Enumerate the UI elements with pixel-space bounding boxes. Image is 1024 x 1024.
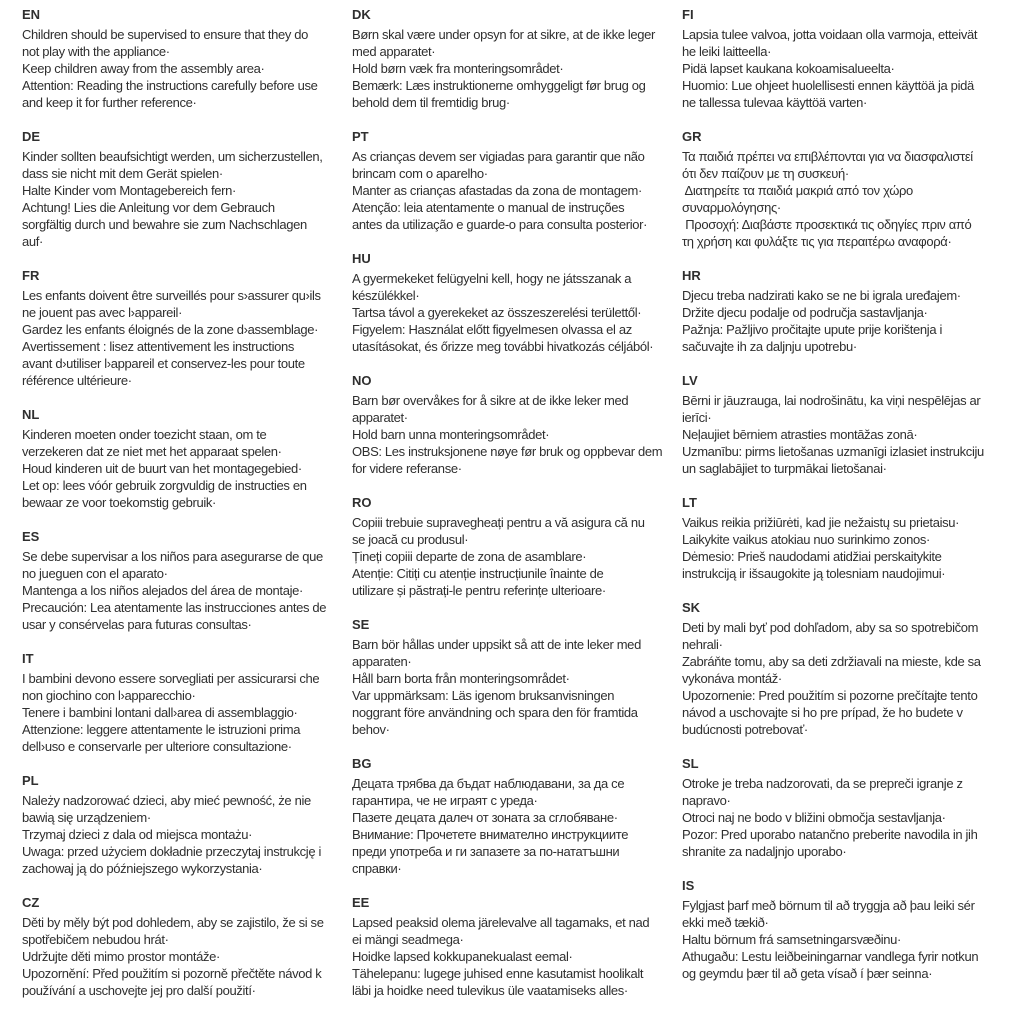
language-code-heading: BG <box>352 756 372 771</box>
instruction-line: antes da utilização e guarde-o para consulta posterior· <box>352 217 648 232</box>
instruction-line: Внимание: Прочетете внимателно инструкциите <box>352 827 629 842</box>
instruction-line: and keep it for further reference· <box>22 95 197 110</box>
language-code-heading: GR <box>682 129 702 144</box>
instruction-line: Houd kinderen uit de buurt van het montagegebied· <box>22 461 302 476</box>
language-code-heading: NO <box>352 373 372 388</box>
instruction-line: Zabráňte tomu, aby sa deti zdržiavali na mieste, kde sa <box>682 654 981 669</box>
instruction-line: Tartsa távol a gyerekeket az összeszerelési területtől· <box>352 305 642 320</box>
instruction-line: og geymdu þær til að geta vísað í þær seinna· <box>682 966 933 981</box>
instruction-line: Držite djecu podalje od područja sastavljanja· <box>682 305 928 320</box>
language-code-heading: SK <box>682 600 701 615</box>
instruction-line: instrukciją ir išsaugokite ją tolesniam naudojimui· <box>682 566 946 581</box>
instruction-line: Kinder sollten beaufsichtigt werden, um sicherzustellen, <box>22 149 323 164</box>
instruction-line: napravo· <box>682 793 731 808</box>
instruction-line: Kinderen moeten onder toezicht staan, om te <box>22 427 267 442</box>
language-section-fi <box>682 6 1024 111</box>
language-section-bg <box>352 755 682 877</box>
instruction-line: Hold barn unna monteringsområdet· <box>352 427 550 442</box>
instruction-line: dell›uso e conservarle per ulteriore consultazione· <box>22 739 292 754</box>
language-section-hu <box>352 250 682 355</box>
instruction-line: ότι δεν παίζουν με τη συσκευή· <box>682 166 849 181</box>
instruction-line: készülékkel· <box>352 288 420 303</box>
instruction-line: for videre referanse· <box>352 461 462 476</box>
language-code-heading: LV <box>682 373 698 388</box>
instruction-line: Precaución: Lea atentamente las instrucciones antes de <box>22 600 327 615</box>
instruction-line: med apparatet· <box>352 44 436 59</box>
instruction-line: Hold børn væk fra monteringsområdet· <box>352 61 564 76</box>
instruction-line: utasításokat, és őrizze meg további hivatkozás céljából· <box>352 339 654 354</box>
language-section-ro <box>352 494 682 599</box>
language-section-hr <box>682 267 1024 355</box>
language-code-heading: EE <box>352 895 370 910</box>
instruction-line: τη χρήση και φυλάξτε τις για περαιτέρω αναφορά· <box>682 234 952 249</box>
language-section-ee <box>352 894 682 999</box>
instruction-line: sačuvajte ih za daljnju upotrebu· <box>682 339 857 354</box>
instruction-line: Keep children away from the assembly area· <box>22 61 265 76</box>
language-section-nl <box>22 406 352 511</box>
instruction-line: Halte Kinder vom Montagebereich fern· <box>22 183 236 198</box>
instruction-line: Les enfants doivent être surveillés pour s›assurer qu›ils <box>22 288 321 303</box>
instruction-line: shranite za nadaljnjo uporabo· <box>682 844 847 859</box>
instruction-line: Barn bør overvåkes for å sikre at de ikke leker med <box>352 393 629 408</box>
language-code-heading: IT <box>22 651 34 666</box>
instruction-line: behold dem til fremtidig brug· <box>352 95 510 110</box>
instruction-line: he leiki laitteella· <box>682 44 772 59</box>
instruction-line: brincam com o aparelho· <box>352 166 488 181</box>
instruction-line: Προσοχή: Διαβάστε προσεκτικά τις οδηγίες πριν από <box>682 217 972 232</box>
instruction-line: Children should be supervised to ensure that they do <box>22 27 309 42</box>
instruction-line: Atenção: leia atentamente o manual de instruções <box>352 200 625 215</box>
instruction-line: Lapsia tulee valvoa, jotta voidaan olla varmoja, etteivät <box>682 27 978 42</box>
instruction-line: ne jouent pas avec l›appareil· <box>22 305 183 320</box>
instruction-line: Trzymaj dzieci z dala od miejsca montażu· <box>22 827 253 842</box>
language-code-heading: IS <box>682 878 695 893</box>
language-code-heading: LT <box>682 495 697 510</box>
instruction-line: Fylgjast þarf með börnum til að tryggja að þau leiki sér <box>682 898 975 913</box>
instruction-line: Neļaujiet bērniem atrasties montāžas zonā· <box>682 427 918 442</box>
instruction-line: Należy nadzorować dzieci, aby mieć pewność, że nie <box>22 793 311 808</box>
language-code-heading: EN <box>22 7 41 22</box>
language-section-lv <box>682 372 1024 477</box>
language-section-de <box>22 128 352 250</box>
instruction-line: auf· <box>22 234 44 249</box>
instruction-line: гарантира, че не играят с уреда· <box>352 793 538 808</box>
instruction-line: Haltu börnum frá samsetningarsvæðinu· <box>682 932 901 947</box>
instruction-line: Se debe supervisar a los niños para asegurarse de que <box>22 549 323 564</box>
instruction-line: se joacă cu produsul· <box>352 532 469 547</box>
language-code-heading: RO <box>352 495 372 510</box>
language-section-se <box>352 616 682 738</box>
instruction-line: návod a uschovajte si ho pre prípad, že ho budete v <box>682 705 963 720</box>
instruction-line: Διατηρείτε τα παιδιά μακριά από τον χώρο <box>682 183 913 198</box>
column-2 <box>352 6 682 1024</box>
instruction-line: Avertissement : lisez attentivement les instructions <box>22 339 295 354</box>
instruction-line: Bemærk: Læs instruktionerne omhyggeligt før brug og <box>352 78 646 93</box>
instruction-line: Otroci naj ne bodo v bližini območja sestavljanja· <box>682 810 946 825</box>
instruction-line: Atenție: Citiți cu atenție instrucțiunile înainte de <box>352 566 604 581</box>
instruction-line: Achtung! Lies die Anleitung vor dem Gebrauch <box>22 200 275 215</box>
instruction-line: non giochino con l›apparecchio· <box>22 688 196 703</box>
column-1 <box>22 6 352 1024</box>
language-section-pl <box>22 772 352 877</box>
language-code-heading: CZ <box>22 895 40 910</box>
instruction-line: ierīci· <box>682 410 712 425</box>
instruction-line: Pozor: Pred uporabo natančno preberite navodila in jih <box>682 827 978 842</box>
language-code-heading: HU <box>352 251 371 266</box>
instruction-line: I bambini devono essere sorvegliati per assicurarsi che <box>22 671 320 686</box>
instruction-line: Barn bör hållas under uppsikt så att de inte leker med <box>352 637 641 652</box>
language-section-sk <box>682 599 1024 738</box>
instruction-line: Hoidke lapsed kokkupanekualast eemal· <box>352 949 573 964</box>
instruction-line: apparatet· <box>352 410 408 425</box>
language-code-heading: SL <box>682 756 699 771</box>
language-code-heading: FI <box>682 7 694 22</box>
instruction-line: un saglabājiet to turpmākai lietošanai· <box>682 461 887 476</box>
language-code-heading: FR <box>22 268 40 283</box>
language-section-dk <box>352 6 682 111</box>
instruction-line: Otroke je treba nadzorovati, da se prepreči igranje z <box>682 776 963 791</box>
instruction-line: Gardez les enfants éloignés de la zone d›assemblage· <box>22 322 319 337</box>
instruction-line: nehrali· <box>682 637 723 652</box>
instruction-line: noggrant före användning och spara den för framtida <box>352 705 638 720</box>
instruction-line: ne tallessa tulevaa käyttöä varten· <box>682 95 868 110</box>
instruction-line: Tähelepanu: lugege juhised enne kasutamist hoolikalt <box>352 966 644 981</box>
instruction-line: Let op: lees vóór gebruik zorgvuldig de instructies en <box>22 478 307 493</box>
language-section-it <box>22 650 352 755</box>
instruction-line: Athugaðu: Lestu leiðbeiningarnar vandlega fyrir notkun <box>682 949 979 964</box>
instruction-line: Deti by mali byť pod dohľadom, aby sa so spotrebičom <box>682 620 979 635</box>
instruction-line: Upozornění: Před použitím si pozorně přečtěte návod k <box>22 966 322 981</box>
instruction-line: apparaten· <box>352 654 412 669</box>
instruction-line: Var uppmärksam: Läs igenom bruksanvisningen <box>352 688 615 703</box>
language-code-heading: DE <box>22 129 41 144</box>
instruction-line: Djecu treba nadzirati kako se ne bi igrala uređajem· <box>682 288 961 303</box>
instruction-line: budúcnosti potrebovať· <box>682 722 808 737</box>
instruction-line: справки· <box>352 861 402 876</box>
language-code-heading: SE <box>352 617 370 632</box>
instruction-line: Τα παιδιά πρέπει να επιβλέπονται για να διασφαλιστεί <box>682 149 973 164</box>
instruction-line: dass sie nicht mit dem Gerät spielen· <box>22 166 223 181</box>
instruction-line: Figyelem: Használat előtt figyelmesen olvassa el az <box>352 322 632 337</box>
instruction-line: Pidä lapset kaukana kokoamisalueelta· <box>682 61 895 76</box>
instruction-line: συναρμολόγησης· <box>682 200 781 215</box>
instruction-line: Børn skal være under opsyn for at sikre, at de ikke leger <box>352 27 656 42</box>
instruction-line: Huomio: Lue ohjeet huolellisesti ennen käyttöä ja pidä <box>682 78 974 93</box>
instruction-line: ekki með tækið· <box>682 915 769 930</box>
instruction-line: Manter as crianças afastadas da zona de montagem· <box>352 183 642 198</box>
instruction-line: OBS: Les instruksjonene nøye før bruk og oppbevar dem <box>352 444 663 459</box>
instruction-line: vykonáva montáž· <box>682 671 782 686</box>
instruction-line: Udržujte děti mimo prostor montáže· <box>22 949 220 964</box>
language-code-heading: DK <box>352 7 371 22</box>
instruction-line: Håll barn borta från monteringsområdet· <box>352 671 570 686</box>
instruction-line: ei mängi seadmega· <box>352 932 464 947</box>
language-code-heading: ES <box>22 529 40 544</box>
instruction-line: Copiii trebuie supravegheați pentru a vă asigura că nu <box>352 515 645 530</box>
instruction-line: Dėmesio: Prieš naudodami atidžiai perskaitykite <box>682 549 942 564</box>
instruction-line: Upozornenie: Pred použitím si pozorne prečítajte tento <box>682 688 978 703</box>
language-section-lt <box>682 494 1024 582</box>
instruction-line: usar y consérvelas para futuras consultas· <box>22 617 252 632</box>
instruction-line: utilizare și păstrați-le pentru referințe ulterioare· <box>352 583 606 598</box>
language-section-cz <box>22 894 352 999</box>
instruction-line: not play with the appliance· <box>22 44 170 59</box>
instruction-line: verzekeren dat ze niet met het apparaat spelen· <box>22 444 282 459</box>
instruction-line: behov· <box>352 722 390 737</box>
instruction-line: bawią się urządzeniem· <box>22 810 151 825</box>
instruction-line: Laikykite vaikus atokiau nuo surinkimo zonos· <box>682 532 930 547</box>
instruction-line: Attention: Reading the instructions carefully before use <box>22 78 318 93</box>
instruction-line: läbi ja hoidke need tulevikus üle vaatamiseks alles· <box>352 983 628 998</box>
instruction-line: A gyermekeket felügyelni kell, hogy ne játsszanak a <box>352 271 632 286</box>
language-section-en <box>22 6 352 111</box>
instruction-line: Pažnja: Pažljivo pročitajte upute prije korištenja i <box>682 322 942 337</box>
instruction-line: Пазете децата далеч от зоната за сглобяване· <box>352 810 618 825</box>
instruction-line: Bērni ir jāuzrauga, lai nodrošinātu, ka viņi nespēlējas ar <box>682 393 981 408</box>
instruction-line: référence ultérieure· <box>22 373 132 388</box>
language-section-fr <box>22 267 352 389</box>
instruction-line: Mantenga a los niños alejados del área de montaje· <box>22 583 303 598</box>
column-3 <box>682 6 1024 1024</box>
instruction-line: spotřebičem nebudou hrát· <box>22 932 169 947</box>
language-section-es <box>22 528 352 633</box>
instruction-line: zachowaj ją do późniejszego wykorzystania· <box>22 861 263 876</box>
instruction-line: Děti by měly být pod dohledem, aby se zajistilo, že si se <box>22 915 324 930</box>
instruction-line: преди употреба и ги запазете за по-нататъшни <box>352 844 620 859</box>
instruction-line: používání a uschovejte jej pro další použití· <box>22 983 256 998</box>
instruction-line: Vaikus reikia prižiūrėti, kad jie nežaistų su prietaisu· <box>682 515 960 530</box>
language-code-heading: PT <box>352 129 369 144</box>
language-section-gr <box>682 128 1024 250</box>
language-section-no <box>352 372 682 477</box>
language-section-pt <box>352 128 682 233</box>
instruction-line: Tenere i bambini lontani dall›area di assemblaggio· <box>22 705 298 720</box>
instruction-line: avant d›utiliser l›appareil et conservez-les pour toute <box>22 356 305 371</box>
language-section-is <box>682 877 1024 982</box>
language-code-heading: NL <box>22 407 40 422</box>
instruction-line: As crianças devem ser vigiadas para garantir que não <box>352 149 645 164</box>
instruction-line: Uwaga: przed użyciem dokładnie przeczytaj instrukcję i <box>22 844 322 859</box>
language-section-sl <box>682 755 1024 860</box>
instruction-line: Lapsed peaksid olema järelevalve all tagamaks, et nad <box>352 915 650 930</box>
instruction-line: Децата трябва да бъдат наблюдавани, за да се <box>352 776 625 791</box>
instruction-line: Attenzione: leggere attentamente le istruzioni prima <box>22 722 301 737</box>
instruction-line: Uzmanību: pirms lietošanas uzmanīgi izlasiet instrukciju <box>682 444 984 459</box>
language-code-heading: PL <box>22 773 39 788</box>
instruction-line: Țineți copiii departe de zona de asamblare· <box>352 549 587 564</box>
language-code-heading: HR <box>682 268 701 283</box>
instruction-line: sorgfältig durch und bewahre sie zum Nachschlagen <box>22 217 307 232</box>
instruction-line: bewaar ze voor toekomstig gebruik· <box>22 495 217 510</box>
instruction-line: no jueguen con el aparato· <box>22 566 168 581</box>
